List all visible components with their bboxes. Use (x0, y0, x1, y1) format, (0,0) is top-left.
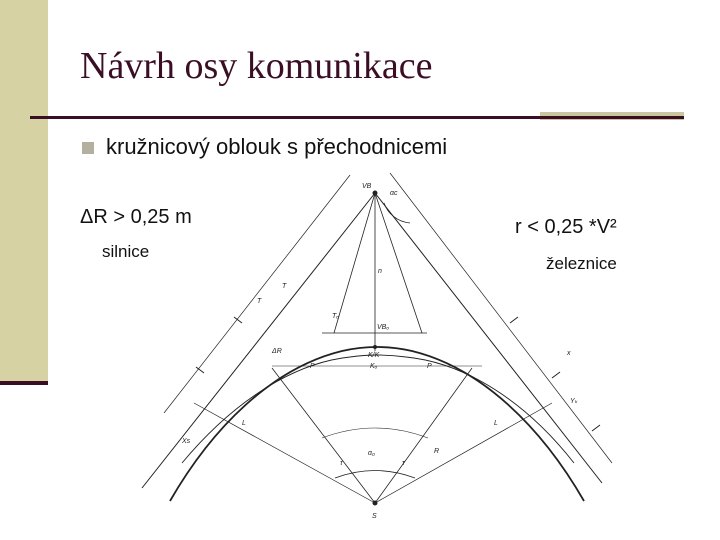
vb-line-right (375, 193, 422, 333)
label-ko: Kₒ (370, 363, 378, 370)
radius-left (272, 368, 375, 503)
bullet-square-icon (82, 142, 94, 154)
label-s: S (372, 513, 377, 520)
radius-far-left (194, 403, 375, 503)
ko-point (374, 346, 377, 349)
label-p: P (310, 363, 315, 370)
title-rule (30, 116, 684, 119)
bullet-text: kružnicový oblouk s přechodnicemi (106, 134, 448, 159)
slide-title: Návrh osy komunikace (80, 45, 433, 87)
label-l2: L (494, 420, 498, 427)
sidebar-accent-bar (0, 0, 48, 384)
label-ro: R (434, 448, 440, 455)
label-yk: Yₖ (570, 398, 578, 405)
label-vb: VB (362, 183, 372, 190)
tick-right-2 (552, 372, 560, 378)
tick-right-3 (592, 425, 600, 431)
center-angle-arc (335, 471, 415, 479)
road-label: silnice (102, 242, 150, 261)
label-xs: Xs (182, 438, 191, 445)
label-p2: P (427, 363, 432, 370)
tangent-left (142, 193, 375, 488)
sidebar-accent-base (0, 381, 48, 385)
center-point (373, 501, 377, 505)
label-l1: L (242, 420, 246, 427)
vb-point (373, 191, 377, 195)
railway-label: železnice (546, 254, 617, 273)
vb-line-left (334, 193, 375, 333)
delta-r-label: ΔR > 0,25 m (80, 206, 192, 228)
dimension-line-left (164, 175, 350, 413)
label-to: Tₒ (332, 313, 340, 320)
radius-far-right (375, 403, 552, 503)
vb-angle-arc (384, 203, 410, 223)
label-t1: T (257, 298, 262, 305)
radius-right (375, 368, 472, 503)
tick-right-1 (510, 317, 518, 323)
label-tau: τ (340, 460, 343, 467)
label-ac: αc (390, 190, 398, 197)
center-angle-arc-outer (322, 428, 428, 438)
label-n: n (378, 268, 382, 275)
label-ar: ΔR (272, 348, 282, 355)
label-t2: T (282, 283, 287, 290)
label-kk: K/K (368, 352, 380, 359)
radius-rule-label: r < 0,25 *V² (515, 216, 617, 238)
label-alpha0: α₀ (368, 450, 375, 457)
label-vbo: VBₒ (377, 324, 390, 331)
label-x: x (567, 350, 571, 357)
label-tau2: τ (402, 460, 405, 467)
